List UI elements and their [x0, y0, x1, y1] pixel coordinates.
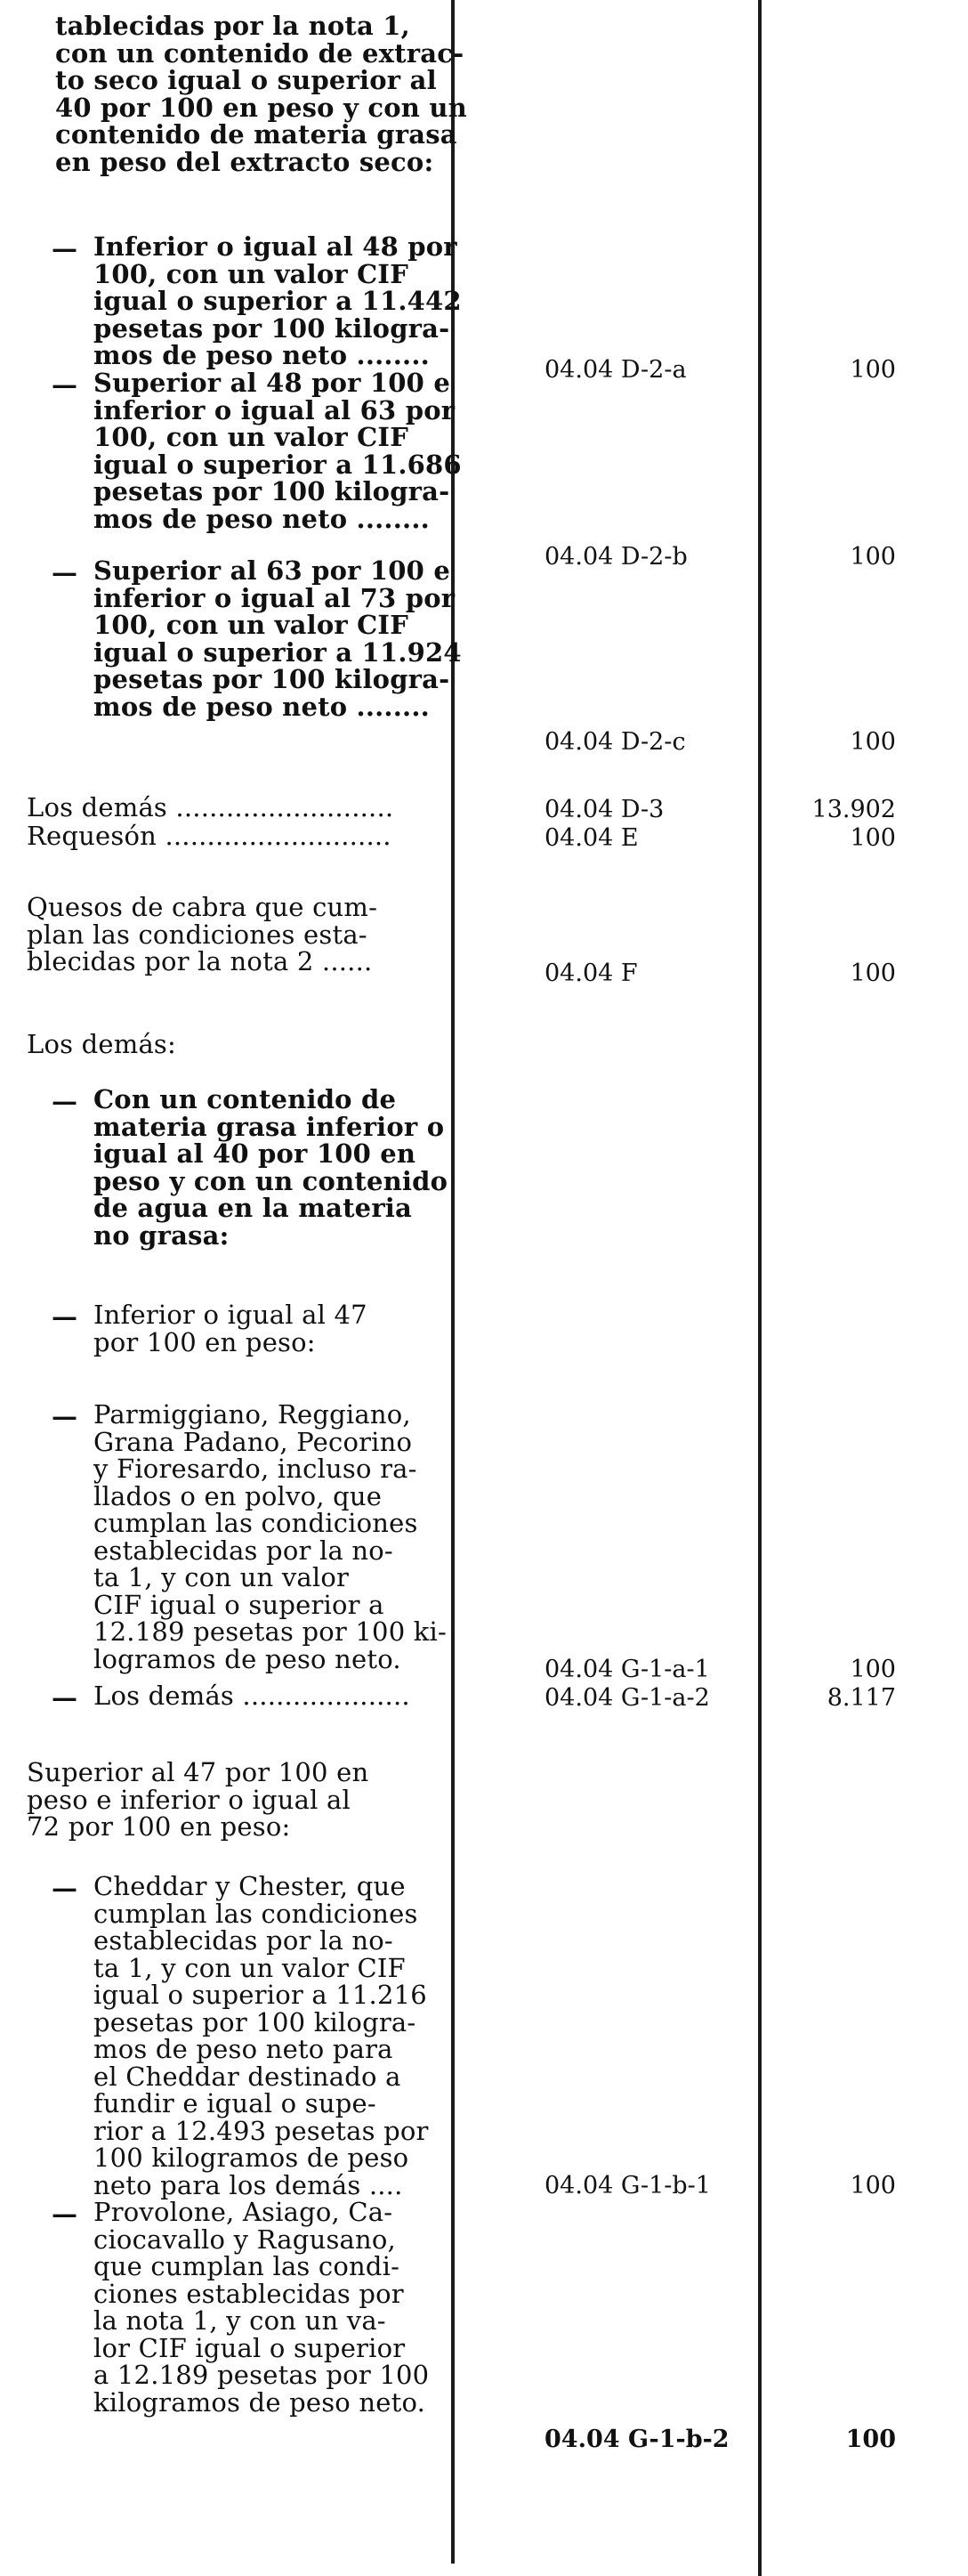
dash-marker: —: [52, 1086, 77, 1116]
description-text: Inferior o igual al 48 por 100, con un valor CIF igual o superior a 11.442 pesetas por 100 kilogra- mos de peso neto ........: [93, 231, 462, 370]
tariff-code: 04.04 D-2-a: [544, 356, 687, 384]
dash-marker: —: [52, 1873, 77, 1903]
dash-marker: —: [52, 1301, 77, 1332]
description-text: Inferior o igual al 47 por 100 en peso:: [93, 1300, 367, 1357]
tariff-code: 04.04 G-1-b-1: [544, 2172, 711, 2199]
tariff-code: 04.04 E: [544, 824, 639, 852]
section-heading: Los demás:: [27, 1029, 176, 1059]
description-text: Superior al 48 por 100 e inferior o igual al 63 por 100, con un valor CIF igual o superior a 11.686 pesetas por 100 kilogra- mos de peso neto ........: [93, 368, 462, 534]
description-text: Superior al 47 por 100 en peso e inferior o igual al 72 por 100 en peso:: [27, 1757, 369, 1842]
description-text: Con un contenido de materia grasa inferior o igual al 40 por 100 en peso y con un contenido de agua en la materia no grasa:: [93, 1084, 448, 1251]
dash-marker: —: [52, 2199, 77, 2229]
tariff-code: 04.04 G-1-a-2: [544, 1684, 710, 1712]
description-text: Requesón ...........................: [27, 821, 391, 851]
duty-value: 100: [850, 543, 896, 571]
tariff-code: 04.04 D-3: [544, 796, 665, 823]
dash-marker: —: [52, 557, 77, 587]
column-rule-right: [758, 0, 762, 2576]
duty-value: 100: [850, 728, 896, 756]
duty-value: 100: [850, 960, 896, 987]
tariff-code: 04.04 G-1-a-1: [544, 1656, 710, 1683]
duty-value: 100: [850, 2172, 896, 2199]
description-text: Parmiggiano, Reggiano, Grana Padano, Pecorino y Fioresardo, incluso ra- llados o en polvo, que cumplan las condiciones establecidas por la no- ta 1, y con un valor CIF igual o superior a 12.189 pesetas por 100 ki- logramos de peso neto.: [93, 1399, 448, 1674]
duty-value: 100: [845, 2426, 896, 2453]
description-text: Superior al 63 por 100 e inferior o igual al 73 por 100, con un valor CIF igual o superior a 11.924 pesetas por 100 kilogra- mos de peso neto ........: [93, 555, 462, 722]
tariff-code: 04.04 D-2-c: [544, 728, 686, 756]
description-text: Provolone, Asiago, Ca- ciocavallo y Ragusano, que cumplan las condi- ciones establecidas por la nota 1, y con un va- lor CIF igual o superior a 12.189 pesetas por 100 kilogramos de peso neto.: [93, 2197, 430, 2418]
duty-value: 8.117: [827, 1684, 896, 1712]
dash-marker: —: [52, 233, 77, 263]
description-text: Cheddar y Chester, que cumplan las condiciones establecidas por la no- ta 1, y con un valor CIF igual o superior a 11.216 pesetas por 100 kilogra- mos de peso neto para el Cheddar destinado a fundir e igual o supe- rior a 12.493 pesetas por 100 kilogramos de peso neto para los demás ....: [93, 1871, 429, 2200]
duty-value: 100: [850, 824, 896, 852]
dash-marker: —: [52, 1682, 77, 1713]
duty-value: 100: [850, 356, 896, 384]
description-text: Los demás ..........................: [27, 792, 394, 822]
tariff-code: 04.04 G-1-b-2: [544, 2426, 730, 2453]
duty-value: 100: [850, 1656, 896, 1683]
dash-marker: —: [52, 369, 77, 400]
tariff-code: 04.04 D-2-b: [544, 543, 688, 571]
dash-marker: —: [52, 1401, 77, 1431]
description-text: Quesos de cabra que cum- plan las condiciones esta- blecidas por la nota 2 ......: [27, 892, 378, 976]
duty-value: 13.902: [811, 796, 896, 823]
tariff-code: 04.04 F: [544, 960, 638, 987]
description-text: tablecidas por la nota 1, con un contenido de extrac- to seco igual o superior al 40 por 100 en peso y con un contenido de materia grasa en peso del extracto seco:: [55, 11, 467, 177]
description-text: Los demás ....................: [93, 1681, 410, 1711]
